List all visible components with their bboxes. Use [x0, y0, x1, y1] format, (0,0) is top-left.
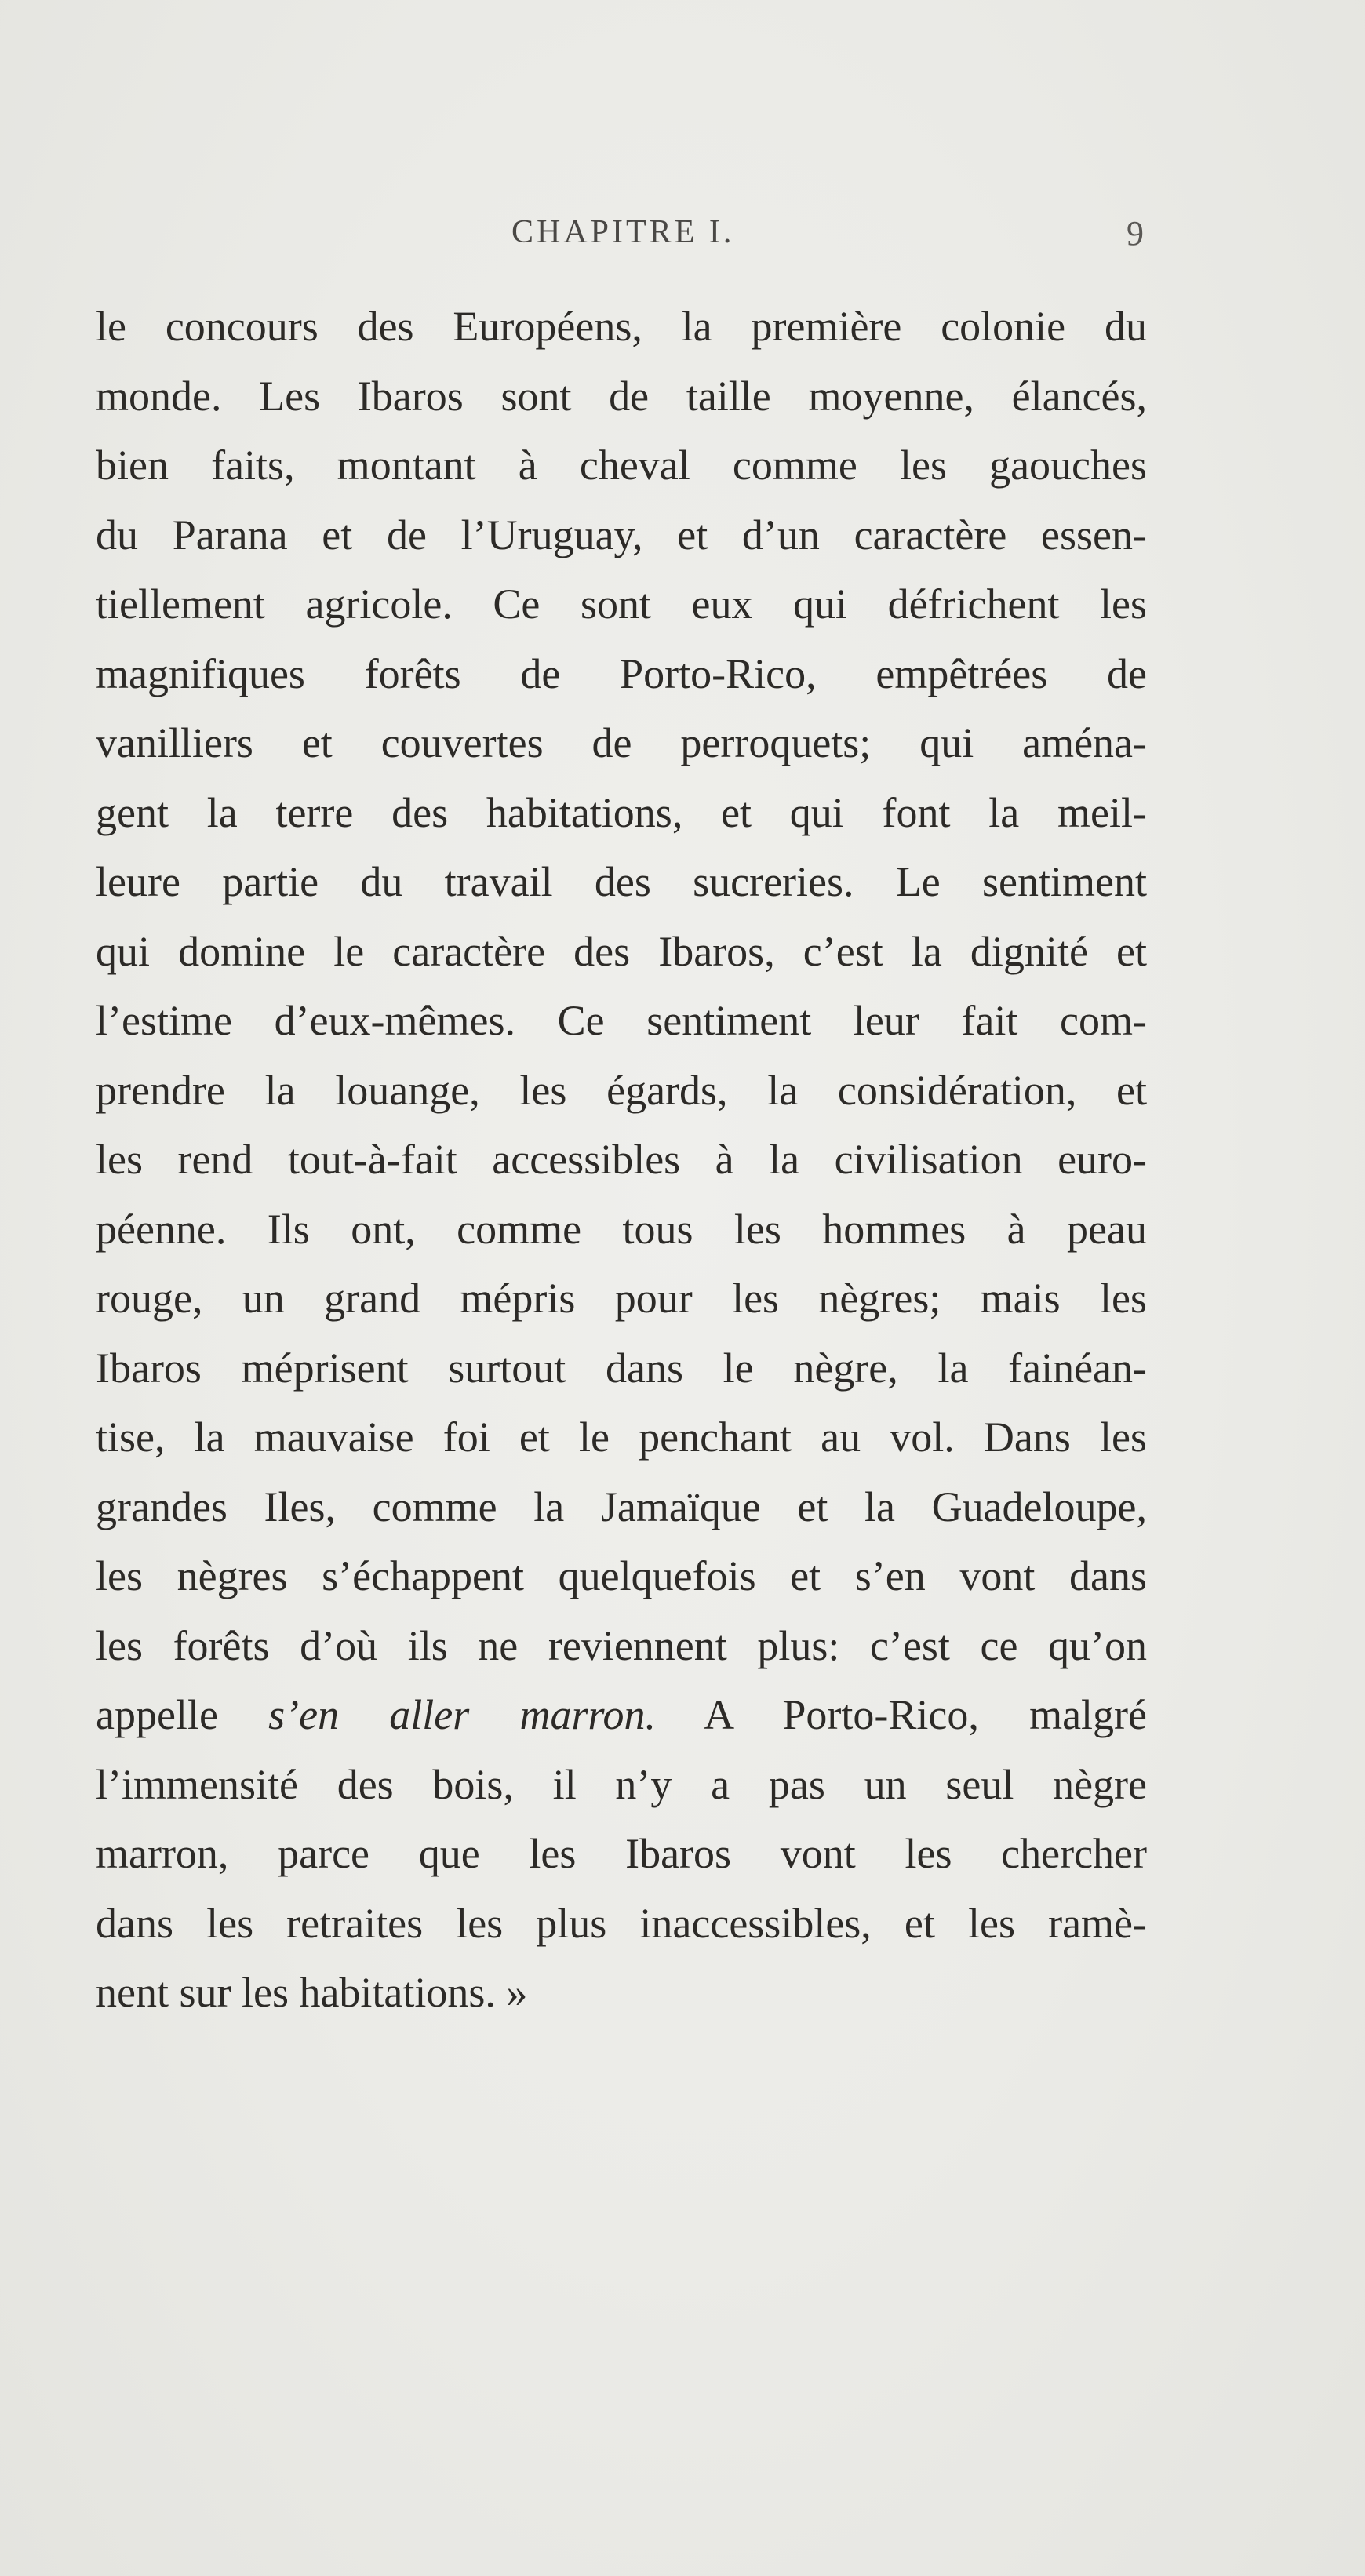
text-line: gent la terre des habitations, et qui font la meil- [96, 788, 1147, 836]
text-line: les forêts d’où ils ne reviennent plus: c’est ce qu’on [96, 1621, 1147, 1669]
text-line: les nègres s’échappent quelquefois et s’en vont dans [96, 1552, 1147, 1599]
text-line: du Parana et de l’Uruguay, et d’un caractère essen- [96, 511, 1147, 558]
text-line: tise, la mauvaise foi et le penchant au vol. Dans les [96, 1414, 1147, 1461]
running-head [0, 213, 1365, 260]
text-line: dans les retraites les plus inaccessibles, et les ramè- [96, 1899, 1147, 1947]
page-number: 9 [1127, 214, 1147, 253]
text-line: l’immensité des bois, il n’y a pas un seul nègre [96, 1760, 1147, 1808]
text-line: le concours des Européens, la première colonie du [96, 303, 1147, 350]
text-line: leure partie du travail des sucreries. Le sentiment [96, 858, 1147, 905]
chapter-title: CHAPITRE I. [511, 214, 735, 250]
text-line: vanilliers et couvertes de perroquets; qui aména- [96, 719, 1147, 766]
text-line: marron, parce que les Ibaros vont les chercher [96, 1830, 1147, 1877]
text-line: qui domine le caractère des Ibaros, c’est la dignité et [96, 927, 1147, 975]
text-line: nent sur les habitations. » [96, 1969, 528, 2016]
body-text [96, 292, 1147, 2028]
text-line-with-italic [96, 1680, 1147, 1750]
text-line: les rend tout-à-fait accessibles à la civilisation euro- [96, 1136, 1147, 1183]
text-line: péenne. Ils ont, comme tous les hommes à peau [96, 1205, 1147, 1253]
text-line: tiellement agricole. Ce sont eux qui défrichent les [96, 580, 1147, 628]
text-line: monde. Les Ibaros sont de taille moyenne, élancés, [96, 372, 1147, 420]
text-line: l’estime d’eux-mêmes. Ce sentiment leur fait com- [96, 997, 1147, 1044]
text-segment: appelle [96, 1691, 269, 1738]
text-line: prendre la louange, les égards, la considération, et [96, 1066, 1147, 1114]
text-line: rouge, un grand mépris pour les nègres; mais les [96, 1275, 1147, 1322]
text-line: grandes Iles, comme la Jamaïque et la Guadeloupe, [96, 1483, 1147, 1530]
text-line: magnifiques forêts de Porto-Rico, empêtrées de [96, 649, 1147, 697]
italic-phrase: s’en aller marron. [268, 1691, 656, 1738]
text-segment: A Porto-Rico, malgré [655, 1691, 1147, 1738]
text-line: bien faits, montant à cheval comme les gaouches [96, 442, 1147, 489]
text-line: Ibaros méprisent surtout dans le nègre, la fainéan- [96, 1344, 1147, 1392]
